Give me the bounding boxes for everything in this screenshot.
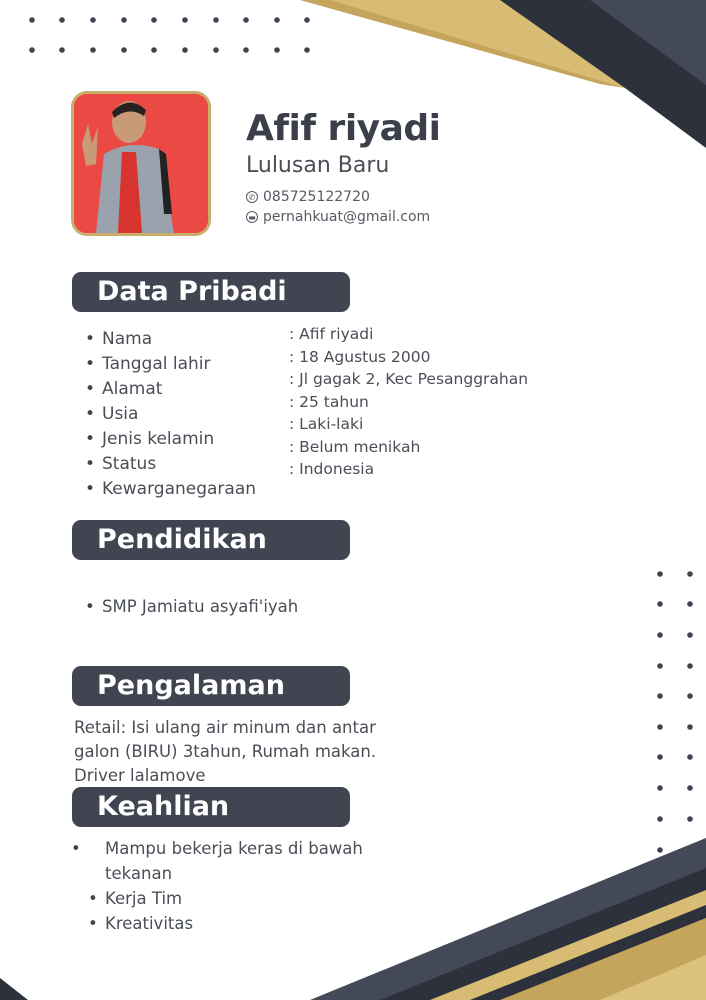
section-header-skills: Keahlian	[72, 787, 350, 827]
field-label: • Status	[85, 452, 256, 477]
field-value: : Belum menikah	[289, 437, 421, 456]
experience-text: Retail: Isi ulang air minum dan antar galon (BIRU) 3tahun, Rumah makan. Driver lalamove	[74, 718, 377, 785]
dot-pattern-top	[29, 17, 310, 53]
field-label: • Kewarganegaraan	[85, 477, 256, 502]
field-value: : 18 Agustus 2000	[289, 347, 431, 366]
phone-number: 085725122720	[263, 189, 370, 205]
section-header-personal: Data Pribadi	[72, 272, 350, 312]
field-value: : Afif riyadi	[289, 325, 374, 343]
field-value: : Jl gagak 2, Kec Pesanggrahan	[289, 370, 529, 388]
dot-pattern-right	[657, 571, 693, 853]
field-label: • Jenis kelamin	[85, 427, 256, 452]
field-value: : Laki-laki	[289, 415, 364, 433]
skills-list	[88, 836, 388, 936]
skill-item: • Mampu bekerja keras di bawah tekanan	[88, 836, 388, 886]
phone-icon: ✆	[246, 191, 258, 203]
person-illustration-icon	[74, 94, 208, 233]
section-header-education: Pendidikan	[72, 520, 350, 560]
skill-item: • Kreativitas	[88, 911, 388, 936]
email-icon: ▬	[246, 211, 258, 223]
field-label: • Nama	[85, 327, 256, 352]
skill-item: • Kerja Tim	[88, 886, 388, 911]
field-label: • Usia	[85, 402, 256, 427]
phone-contact	[246, 189, 370, 205]
field-value: : Indonesia	[289, 460, 375, 478]
email-contact	[246, 209, 430, 225]
education-item: • SMP Jamiatu asyafi'iyah	[85, 594, 298, 619]
section-header-experience: Pengalaman	[72, 666, 350, 706]
email-address: pernahkuat@gmail.com	[263, 209, 431, 225]
candidate-role: Lulusan Baru	[246, 153, 390, 178]
field-value: : 25 tahun	[289, 392, 369, 411]
education-list	[85, 594, 298, 619]
candidate-name: Afif riyadi	[246, 108, 441, 149]
personal-field-values	[289, 323, 528, 481]
profile-photo	[74, 94, 208, 233]
personal-field-labels	[85, 327, 256, 502]
field-label: • Alamat	[85, 377, 256, 402]
profile-photo-frame	[71, 91, 211, 236]
field-label: • Tanggal lahir	[85, 352, 256, 377]
